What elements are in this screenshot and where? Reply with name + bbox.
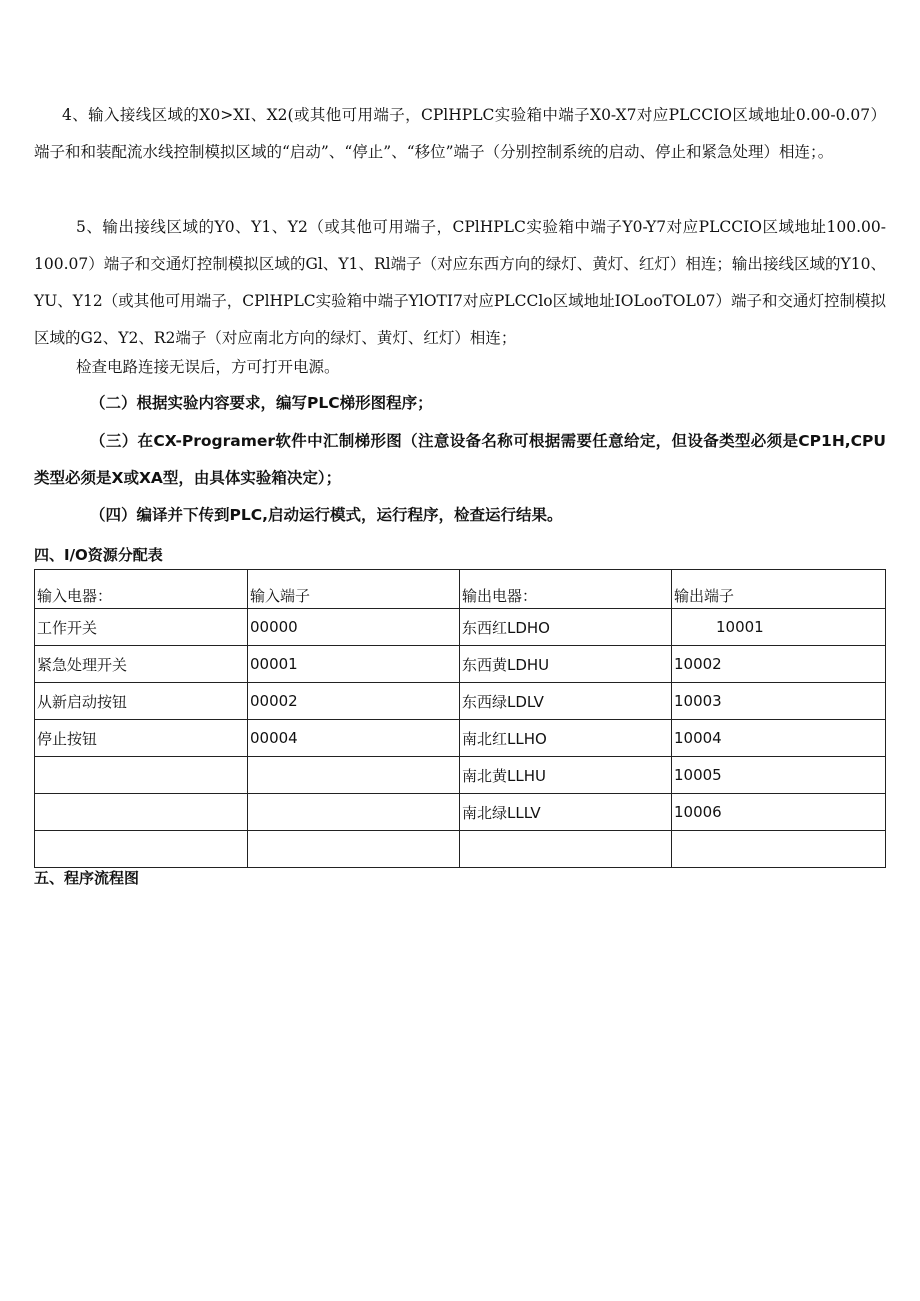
cell-input-device: 工作开关 [35, 609, 248, 646]
table-row [35, 794, 886, 831]
cell-output-terminal: 10005 [672, 757, 886, 794]
table-row [35, 720, 886, 757]
cell-input-device [35, 831, 248, 868]
cell-input-terminal: 00001 [248, 646, 460, 683]
cell-output-device: 东西黄LDHU [460, 646, 672, 683]
table-row [35, 757, 886, 794]
cell-output-device: 南北绿LLLV [460, 794, 672, 831]
step-compile-download-run: （四）编译并下传到PLC,启动运行模式，运行程序，检查运行结果。 [90, 506, 563, 524]
paragraph-input-wiring: 4、输入接线区域的X0>XI、X2(或其他可用端子，CPlHPLC实验箱中端子X0-X7对应PLCCIO区域地址0.00-0.07）端子和和装配流水线控制模拟区域的“启动”、“停止”、“移位”端子（分别控制系统的启动、停止和紧急处理）相连；。 [34, 106, 886, 161]
cell-output-terminal: 10006 [672, 794, 886, 831]
io-allocation-table [34, 569, 886, 868]
step-draw-in-cx-programmer: （三）在CX-Programer软件中汇制梯形图（注意设备名称可根据需要任意给定，但设备类型必须是CP1H,CPU类型必须是X或XA型，由具体实验箱决定）； [34, 432, 886, 487]
cell-input-device: 停止按钮 [35, 720, 248, 757]
cell-input-terminal [248, 794, 460, 831]
cell-input-terminal: 00000 [248, 609, 460, 646]
table-row [35, 609, 886, 646]
table-row [35, 683, 886, 720]
cell-output-device [460, 831, 672, 868]
cell-input-terminal [248, 757, 460, 794]
section-heading-flowchart: 五、程序流程图 [34, 869, 140, 887]
table-row [35, 831, 886, 868]
cell-output-terminal: 10004 [672, 720, 886, 757]
cell-output-terminal: 10001 [672, 609, 886, 646]
cell-output-device: 南北黄LLHU [460, 757, 672, 794]
cell-input-terminal [248, 831, 460, 868]
header-output-terminal: 输出端子 [672, 570, 886, 609]
cell-input-device: 紧急处理开关 [35, 646, 248, 683]
table-row [35, 646, 886, 683]
cell-input-device [35, 757, 248, 794]
step-write-ladder-program: （二）根据实验内容要求，编写PLC梯形图程序； [90, 394, 433, 412]
cell-input-terminal: 00002 [248, 683, 460, 720]
cell-output-terminal: 10003 [672, 683, 886, 720]
cell-input-device [35, 794, 248, 831]
header-output-device: 输出电器： [460, 570, 672, 609]
cell-input-terminal: 00004 [248, 720, 460, 757]
paragraph-output-wiring: 5、输出接线区域的Y0、Y1、Y2（或其他可用端子，CPlHPLC实验箱中端子Y0-Y7对应PLCCIO区域地址100.00-100.07）端子和交通灯控制模拟区域的Gl、Y1、Rl端子（对应东西方向的绿灯、黄灯、红灯）相连；输出接线区域的Y10、YU、Y12（或其他可用端子，CPlHPLC实验箱中端子YlOTI7对应PLCClo区域地址IOLooTOL07）端子和交通灯控制模拟区域的G2、Y2、R2端子（对应南北方向的绿灯、黄灯、红灯）相连； [34, 218, 886, 347]
cell-input-device: 从新启动按钮 [35, 683, 248, 720]
cell-output-device: 东西红LDHO [460, 609, 672, 646]
cell-output-terminal: 10002 [672, 646, 886, 683]
table-header-row [35, 570, 886, 609]
header-input-terminal: 输入端子 [248, 570, 460, 609]
header-input-device: 输入电器： [35, 570, 248, 609]
cell-output-device: 东西绿LDLV [460, 683, 672, 720]
cell-output-terminal [672, 831, 886, 868]
section-heading-io-table: 四、I/O资源分配表 [34, 546, 163, 564]
cell-output-device: 南北红LLHO [460, 720, 672, 757]
paragraph-check-circuit: 检查电路连接无误后，方可打开电源。 [76, 358, 340, 376]
